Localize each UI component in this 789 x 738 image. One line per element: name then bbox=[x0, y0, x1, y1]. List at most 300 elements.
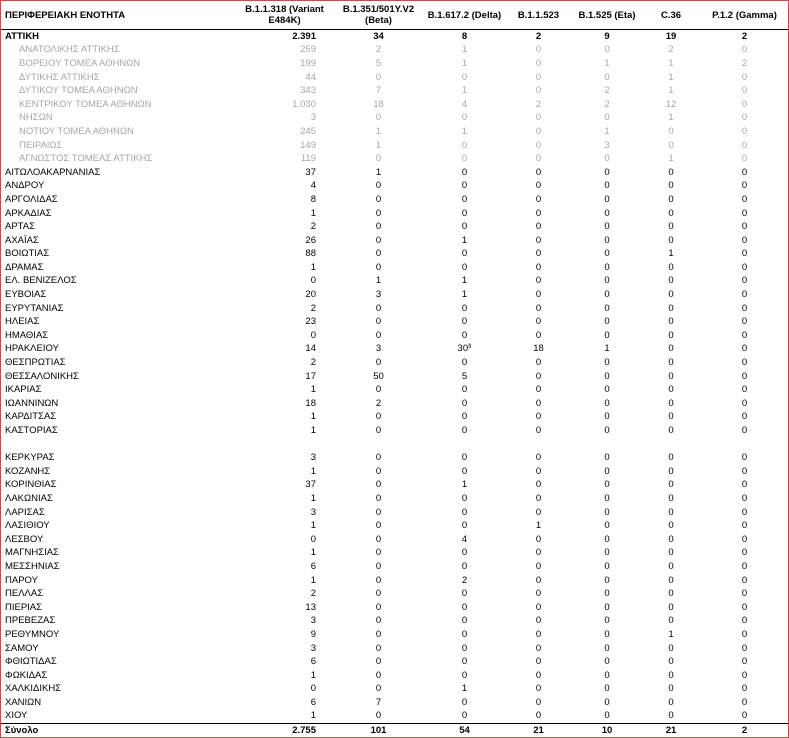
value-cell bbox=[701, 506, 788, 520]
value-text: 9 bbox=[310, 628, 316, 640]
value-text: 0 bbox=[461, 642, 468, 654]
value-text: 0 bbox=[741, 207, 748, 219]
value-text: 0 bbox=[604, 411, 610, 423]
value-text: 4 bbox=[461, 533, 468, 545]
value-text: 0 bbox=[741, 397, 748, 409]
value-text: 0 bbox=[741, 261, 748, 273]
table-row bbox=[1, 207, 788, 221]
value-cell bbox=[504, 574, 573, 588]
value-text: 0 bbox=[461, 357, 468, 369]
value-text: 0 bbox=[741, 275, 748, 287]
table-row bbox=[1, 315, 788, 329]
value-cell bbox=[332, 57, 425, 71]
value-text: 0 bbox=[461, 560, 468, 572]
value-cell bbox=[701, 220, 788, 234]
value-cell bbox=[425, 84, 504, 98]
value-text: 1 bbox=[461, 683, 468, 695]
value-cell bbox=[504, 220, 573, 234]
value-cell bbox=[425, 125, 504, 139]
value-cell bbox=[504, 370, 573, 384]
value-cell bbox=[701, 207, 788, 221]
value-cell bbox=[425, 710, 504, 724]
value-text: 0 bbox=[741, 696, 748, 708]
value-text: 1 bbox=[375, 166, 382, 178]
table-row bbox=[1, 30, 788, 44]
value-cell bbox=[237, 234, 332, 248]
value-text: 0 bbox=[375, 193, 382, 205]
value-cell bbox=[237, 275, 332, 289]
value-text: 0 bbox=[604, 166, 610, 178]
value-cell bbox=[237, 356, 332, 370]
value-text: 0 bbox=[375, 547, 382, 559]
value-text: 199 bbox=[300, 57, 316, 69]
value-text: 0 bbox=[604, 234, 610, 246]
value-cell bbox=[701, 683, 788, 697]
value-text: 0 bbox=[741, 153, 748, 165]
value-cell bbox=[237, 207, 332, 221]
value-cell bbox=[641, 275, 701, 289]
value-cell bbox=[425, 98, 504, 112]
value-text: 0 bbox=[741, 547, 748, 559]
value-text: 0 bbox=[604, 615, 610, 627]
value-text: 0 bbox=[668, 520, 674, 532]
value-text: 0 bbox=[668, 207, 674, 219]
value-text: 0 bbox=[461, 411, 468, 423]
value-cell bbox=[332, 628, 425, 642]
value-text: 0 bbox=[741, 506, 748, 518]
subregion-row bbox=[1, 71, 788, 85]
value-cell bbox=[425, 207, 504, 221]
value-cell bbox=[237, 560, 332, 574]
value-text: 0 bbox=[461, 221, 468, 233]
value-text: 0 bbox=[741, 193, 748, 205]
value-cell bbox=[332, 696, 425, 710]
region-name-cell: ΝΗΣΩΝ bbox=[19, 112, 53, 124]
value-text: 0 bbox=[375, 588, 382, 600]
value-text: 0 bbox=[375, 710, 382, 722]
value-cell bbox=[701, 424, 788, 438]
value-text: 0 bbox=[741, 520, 748, 532]
value-text: 0 bbox=[668, 289, 674, 301]
value-cell bbox=[504, 30, 573, 44]
value-cell bbox=[573, 275, 641, 289]
region-name-cell: ΚΕΡΚΥΡΑΣ bbox=[5, 452, 55, 464]
value-text: 0 bbox=[535, 683, 542, 695]
value-text: 0 bbox=[668, 560, 674, 572]
region-name-cell: ΜΕΣΣΗΝΙΑΣ bbox=[5, 560, 60, 572]
value-text: 0 bbox=[604, 588, 610, 600]
value-cell bbox=[701, 383, 788, 397]
value-text: 0 bbox=[535, 248, 542, 260]
value-cell bbox=[641, 628, 701, 642]
value-text: 1 bbox=[668, 153, 674, 165]
value-cell bbox=[504, 465, 573, 479]
value-text: 0 bbox=[668, 683, 674, 695]
value-text: 0 bbox=[741, 316, 748, 328]
value-text: 1 bbox=[604, 57, 610, 69]
value-text: 0 bbox=[375, 642, 382, 654]
value-cell bbox=[332, 411, 425, 425]
value-text: 0 bbox=[668, 492, 674, 504]
value-text: 0 bbox=[535, 71, 542, 83]
value-text: 0 bbox=[741, 221, 748, 233]
value-cell bbox=[332, 710, 425, 724]
value-cell bbox=[641, 479, 701, 493]
value-text: 0 bbox=[741, 601, 748, 613]
value-cell bbox=[573, 642, 641, 656]
value-text: 0 bbox=[741, 71, 748, 83]
value-text: 3 bbox=[375, 343, 382, 355]
value-text: 17 bbox=[305, 370, 316, 382]
value-cell bbox=[504, 248, 573, 262]
value-text: 0 bbox=[668, 357, 674, 369]
value-cell bbox=[237, 696, 332, 710]
value-cell bbox=[641, 98, 701, 112]
value-text: 0 bbox=[604, 221, 610, 233]
value-text: 0 bbox=[668, 397, 674, 409]
subregion-row bbox=[1, 44, 788, 58]
value-text: 1 bbox=[461, 479, 468, 491]
value-cell bbox=[701, 574, 788, 588]
value-text: 0 bbox=[535, 601, 542, 613]
value-cell bbox=[573, 207, 641, 221]
value-text: 0 bbox=[741, 452, 748, 464]
value-text: 1 bbox=[310, 574, 316, 586]
spacer-row bbox=[1, 438, 788, 452]
value-text: 2.391 bbox=[292, 30, 316, 42]
value-text: 0 bbox=[604, 329, 610, 341]
value-cell bbox=[237, 370, 332, 384]
table-row bbox=[1, 383, 788, 397]
value-text: 0 bbox=[375, 492, 382, 504]
value-cell bbox=[573, 234, 641, 248]
value-text: 0 bbox=[604, 642, 610, 654]
table-row bbox=[1, 533, 788, 547]
value-text: 0 bbox=[535, 207, 542, 219]
table-row bbox=[1, 275, 788, 289]
value-text: 1 bbox=[668, 71, 674, 83]
value-text: 0 bbox=[741, 112, 748, 124]
table-row bbox=[1, 519, 788, 533]
value-cell bbox=[237, 383, 332, 397]
value-cell bbox=[641, 112, 701, 126]
value-text: 0 bbox=[668, 574, 674, 586]
value-text: 0 bbox=[535, 642, 542, 654]
value-cell bbox=[237, 411, 332, 425]
value-text: 8 bbox=[461, 30, 468, 42]
value-cell bbox=[701, 615, 788, 629]
value-cell bbox=[573, 44, 641, 58]
value-cell bbox=[425, 587, 504, 601]
value-cell bbox=[701, 451, 788, 465]
value-cell bbox=[237, 465, 332, 479]
value-text: 0 bbox=[668, 479, 674, 491]
region-name-cell: ΠΕΛΛΑΣ bbox=[5, 588, 44, 600]
header-b11318: B.1.1.318 (Variant E484K) bbox=[245, 4, 324, 26]
value-text: 0 bbox=[375, 71, 382, 83]
value-text: 0 bbox=[668, 139, 674, 151]
value-cell bbox=[332, 383, 425, 397]
value-cell bbox=[573, 261, 641, 275]
value-cell bbox=[237, 492, 332, 506]
region-name-cell: ΠΡΕΒΕΖΑΣ bbox=[5, 615, 56, 627]
value-cell bbox=[504, 261, 573, 275]
value-cell bbox=[425, 506, 504, 520]
value-text: 0 bbox=[668, 234, 674, 246]
value-cell bbox=[425, 166, 504, 180]
value-cell bbox=[573, 343, 641, 357]
subregion-row bbox=[1, 112, 788, 126]
value-text: 0 bbox=[741, 642, 748, 654]
value-cell bbox=[573, 587, 641, 601]
value-text: 0 bbox=[535, 615, 542, 627]
value-text: 6 bbox=[310, 656, 316, 668]
value-text: 2 bbox=[604, 98, 610, 110]
value-cell bbox=[237, 615, 332, 629]
value-text: 0 bbox=[461, 425, 468, 437]
value-cell bbox=[504, 451, 573, 465]
value-text: 0 bbox=[535, 452, 542, 464]
table-row bbox=[1, 547, 788, 561]
value-text: 0 bbox=[461, 601, 468, 613]
value-text: 1 bbox=[604, 343, 610, 355]
value-text: 0 bbox=[461, 316, 468, 328]
value-text: 1 bbox=[310, 520, 316, 532]
value-text: 1 bbox=[310, 492, 316, 504]
value-cell bbox=[641, 44, 701, 58]
value-cell bbox=[425, 57, 504, 71]
value-cell bbox=[573, 451, 641, 465]
value-text: 6 bbox=[310, 560, 316, 572]
value-cell bbox=[332, 424, 425, 438]
table-row bbox=[1, 683, 788, 697]
value-cell bbox=[332, 139, 425, 153]
value-text: 0 bbox=[741, 425, 748, 437]
value-cell bbox=[573, 152, 641, 166]
value-cell bbox=[641, 302, 701, 316]
value-cell bbox=[425, 492, 504, 506]
value-text: 0 bbox=[535, 289, 542, 301]
value-text: 0 bbox=[604, 465, 610, 477]
value-cell bbox=[573, 655, 641, 669]
value-text: 0 bbox=[741, 44, 748, 56]
value-text: 0 bbox=[535, 669, 542, 681]
value-cell bbox=[641, 533, 701, 547]
table-row bbox=[1, 669, 788, 683]
value-text: 2 bbox=[375, 397, 382, 409]
value-text: 0 bbox=[375, 112, 382, 124]
value-text: 1 bbox=[461, 125, 468, 137]
value-cell bbox=[332, 397, 425, 411]
value-cell bbox=[332, 669, 425, 683]
value-cell bbox=[701, 288, 788, 302]
value-cell bbox=[701, 479, 788, 493]
value-cell bbox=[641, 166, 701, 180]
value-text: 0 bbox=[375, 601, 382, 613]
value-text: 0 bbox=[741, 357, 748, 369]
value-text: 7 bbox=[375, 696, 382, 708]
value-text: 3 bbox=[310, 112, 316, 124]
value-text: 0 bbox=[741, 574, 748, 586]
value-cell bbox=[237, 683, 332, 697]
value-text: 1 bbox=[310, 411, 316, 423]
value-cell bbox=[641, 506, 701, 520]
total-label: Σύνολο bbox=[1, 724, 237, 738]
value-cell bbox=[237, 71, 332, 85]
value-cell bbox=[425, 615, 504, 629]
value-text: 0 bbox=[310, 275, 316, 287]
value-text: 0 bbox=[461, 397, 468, 409]
value-text: 0 bbox=[668, 193, 674, 205]
value-cell bbox=[573, 57, 641, 71]
value-text: 0 bbox=[535, 479, 542, 491]
value-text: 0 bbox=[741, 628, 748, 640]
value-text: 0 bbox=[375, 683, 382, 695]
value-text: 0 bbox=[461, 696, 468, 708]
region-name-cell: ΣΑΜΟΥ bbox=[5, 642, 39, 654]
value-cell bbox=[701, 492, 788, 506]
value-text: 5 bbox=[375, 57, 382, 69]
value-cell bbox=[701, 84, 788, 98]
value-cell bbox=[425, 397, 504, 411]
value-text: 18 bbox=[533, 343, 544, 355]
value-cell bbox=[701, 438, 788, 452]
value-text: 3 bbox=[310, 642, 316, 654]
value-text: 0 bbox=[535, 112, 542, 124]
value-cell bbox=[701, 343, 788, 357]
value-text: 0 bbox=[741, 492, 748, 504]
value-cell bbox=[504, 547, 573, 561]
region-name-cell: ΙΩΑΝΝΙΝΩΝ bbox=[5, 397, 59, 409]
value-text: 0 bbox=[668, 656, 674, 668]
value-cell bbox=[237, 628, 332, 642]
value-cell bbox=[641, 438, 701, 452]
value-text: 1 bbox=[668, 112, 674, 124]
table-row bbox=[1, 411, 788, 425]
region-name-cell: ΚΟΡΙΝΘΙΑΣ bbox=[5, 479, 57, 491]
value-cell bbox=[641, 587, 701, 601]
header-b1351: B.1.351/501Y.V2 (Beta) bbox=[342, 4, 415, 26]
value-text: 0 bbox=[535, 302, 542, 314]
value-text: 0 bbox=[375, 384, 382, 396]
value-text: 0 bbox=[741, 98, 748, 110]
value-cell bbox=[701, 139, 788, 153]
value-cell bbox=[504, 302, 573, 316]
value-cell bbox=[573, 302, 641, 316]
value-text: 0 bbox=[604, 696, 610, 708]
value-cell bbox=[504, 356, 573, 370]
table-row bbox=[1, 166, 788, 180]
value-text: 0 bbox=[741, 234, 748, 246]
value-cell bbox=[425, 370, 504, 384]
value-cell bbox=[573, 465, 641, 479]
value-text: 1 bbox=[461, 234, 468, 246]
value-cell bbox=[504, 383, 573, 397]
value-text: 14 bbox=[305, 343, 316, 355]
value-cell bbox=[504, 587, 573, 601]
value-text: 0 bbox=[741, 343, 748, 355]
value-text: 0 bbox=[741, 180, 748, 192]
value-text: 0 bbox=[461, 329, 468, 341]
value-cell bbox=[425, 669, 504, 683]
value-cell bbox=[573, 166, 641, 180]
value-cell bbox=[701, 547, 788, 561]
value-text: 0 bbox=[310, 329, 316, 341]
value-text: 0 bbox=[741, 615, 748, 627]
value-text: 0 bbox=[535, 710, 542, 722]
value-cell bbox=[701, 30, 788, 44]
value-cell bbox=[504, 642, 573, 656]
value-cell bbox=[573, 628, 641, 642]
value-cell bbox=[641, 139, 701, 153]
table-row bbox=[1, 587, 788, 601]
table-row bbox=[1, 628, 788, 642]
value-text: 2 bbox=[310, 588, 316, 600]
value-text: 0 bbox=[375, 560, 382, 572]
value-cell bbox=[573, 180, 641, 194]
value-cell bbox=[237, 601, 332, 615]
value-text: 18 bbox=[305, 397, 316, 409]
value-text: 0 bbox=[668, 615, 674, 627]
value-cell bbox=[237, 152, 332, 166]
value-text: 0 bbox=[668, 384, 674, 396]
value-cell bbox=[573, 492, 641, 506]
value-text: 0 bbox=[604, 302, 610, 314]
value-cell bbox=[332, 506, 425, 520]
value-cell bbox=[641, 248, 701, 262]
value-text: 0 bbox=[375, 465, 382, 477]
value-text: 0 bbox=[604, 628, 610, 640]
value-cell bbox=[641, 451, 701, 465]
table-row bbox=[1, 370, 788, 384]
value-cell bbox=[573, 669, 641, 683]
value-text: 0 bbox=[668, 696, 674, 708]
value-cell bbox=[641, 193, 701, 207]
value-text: 0 bbox=[310, 683, 316, 695]
region-name-cell: ΛΑΚΩΝΙΑΣ bbox=[5, 492, 53, 504]
value-cell bbox=[332, 615, 425, 629]
value-cell bbox=[504, 139, 573, 153]
table-row bbox=[1, 302, 788, 316]
value-cell bbox=[425, 71, 504, 85]
subregion-row bbox=[1, 98, 788, 112]
value-text: 0 bbox=[375, 574, 382, 586]
value-text: 0 bbox=[375, 615, 382, 627]
value-text: 0 bbox=[375, 261, 382, 273]
value-text: 0 bbox=[375, 479, 382, 491]
value-cell bbox=[504, 669, 573, 683]
value-text: 0 bbox=[535, 574, 542, 586]
value-cell bbox=[237, 655, 332, 669]
value-text: 0 bbox=[461, 506, 468, 518]
value-cell bbox=[701, 370, 788, 384]
value-cell bbox=[237, 642, 332, 656]
value-cell bbox=[332, 84, 425, 98]
value-cell bbox=[332, 275, 425, 289]
value-cell bbox=[237, 302, 332, 316]
subregion-row bbox=[1, 139, 788, 153]
value-cell bbox=[332, 560, 425, 574]
value-text: 0 bbox=[535, 57, 542, 69]
value-cell bbox=[573, 411, 641, 425]
value-cell bbox=[504, 125, 573, 139]
value-text: 1 bbox=[310, 207, 316, 219]
value-cell bbox=[504, 438, 573, 452]
value-cell bbox=[237, 98, 332, 112]
value-text: 0 bbox=[535, 44, 542, 56]
value-cell bbox=[237, 166, 332, 180]
region-name-cell: ΑΝΔΡΟΥ bbox=[5, 180, 45, 192]
